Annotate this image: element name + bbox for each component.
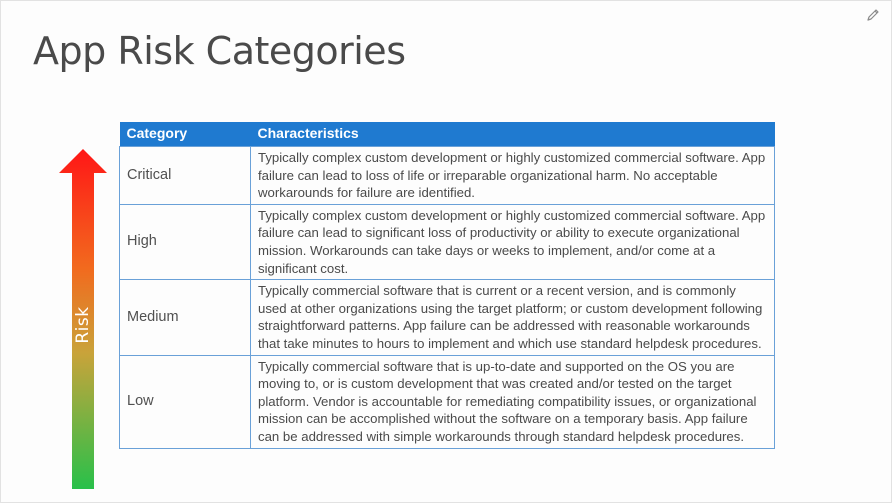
table-row — [120, 204, 775, 279]
pen-icon[interactable] — [865, 7, 881, 23]
table-header-row — [120, 122, 775, 147]
risk-label: Risk — [73, 306, 93, 344]
column-header-characteristics: Characteristics — [251, 122, 775, 147]
category-cell: Low — [120, 355, 251, 448]
characteristics-cell: Typically complex custom development or highly customized commercial software. App failure can lead to loss of life or irreparable organizational harm. No acceptable workarounds for failure are identified. — [251, 147, 775, 205]
table-row — [120, 147, 775, 205]
characteristics-cell: Typically commercial software that is current or a recent version, and is commonly used at other organizations using the target platform; or custom development following straightforward patterns. App failure can be addressed with reasonable workarounds that take minutes to hours to implement and which use standard helpdesk procedures. — [251, 280, 775, 355]
characteristics-cell: Typically commercial software that is up-to-date and supported on the OS you are moving to, or is custom development that was created and/or tested on the target platform. Vendor is accountable for remediating compatibility issues, or organizational mission can be accomplished without the software on a temporary basis. App failure can be addressed with simple workarounds through standard helpdesk procedures. — [251, 355, 775, 448]
characteristics-cell: Typically complex custom development or highly customized commercial software. App failure can lead to significant loss of productivity or ability to execute organizational mission. Workarounds can take days or weeks to implement, and/or come at a significant cost. — [251, 204, 775, 279]
slide-title: App Risk Categories — [33, 29, 406, 73]
table-row — [120, 355, 775, 448]
risk-category-table — [119, 122, 775, 449]
category-cell: High — [120, 204, 251, 279]
category-cell: Critical — [120, 147, 251, 205]
table-row — [120, 280, 775, 355]
category-cell: Medium — [120, 280, 251, 355]
column-header-category: Category — [120, 122, 251, 147]
